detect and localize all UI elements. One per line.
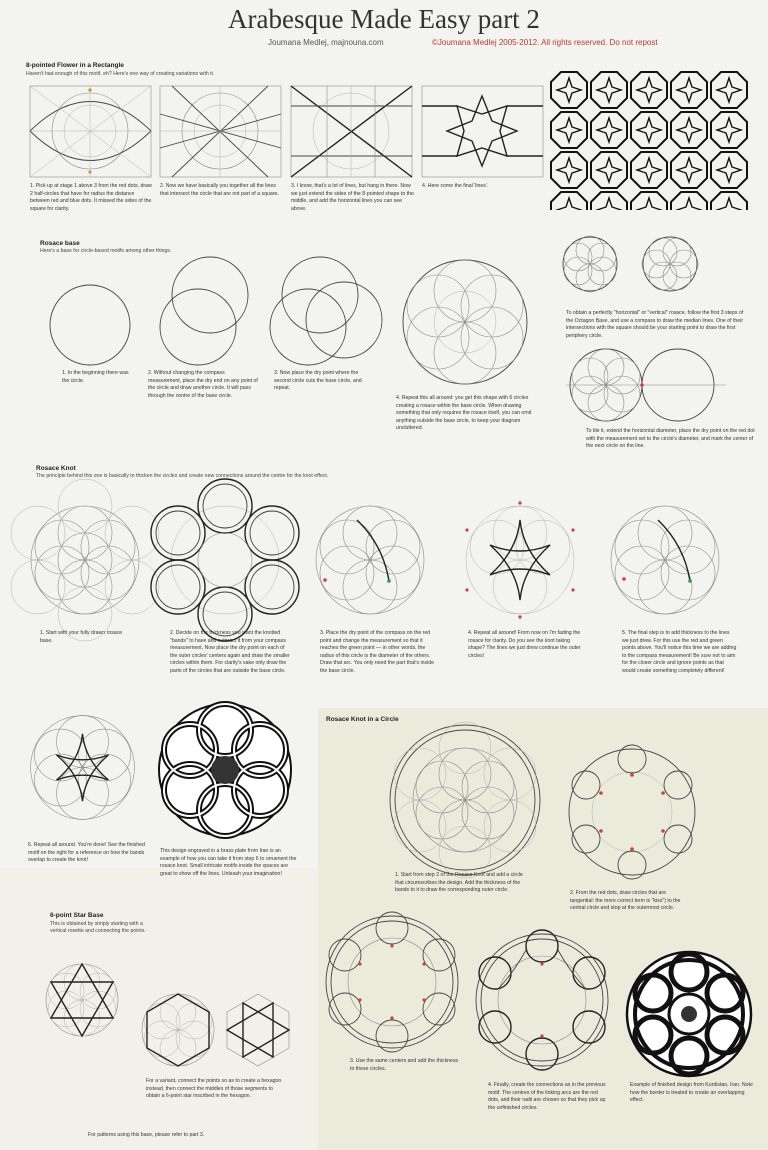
section2-caption-2: 2. Without changing the compass measurement, place the dry end on any point of the circle and draw another circle. It will pass through the centre of the base circle. <box>148 370 258 399</box>
section3-heading: Rosace Knot <box>36 465 76 472</box>
knot-circle-step4-figure <box>472 930 612 1070</box>
section1-caption-3: 3. I know, that's a lot of lines, but hang in there. Now we just extend the sides of the 8-pointed shape to the middle, and add the horizontal lines you can see above. <box>291 183 414 212</box>
page-title: Arabesque Made Easy part 2 <box>228 4 540 34</box>
section4-caption-2: 2. From the red dots, draw circles that are tangential: the more correct term is "kiss") to the central circle and stop at the outermost circle. <box>570 890 681 912</box>
flower-step1-figure <box>28 84 153 179</box>
knot-step5-figure <box>600 495 730 625</box>
knot-step6-figure <box>20 705 145 830</box>
section4-heading: Rosace Knot in a Circle <box>326 716 399 723</box>
section3-caption-6: 6. Repeat all around. You're done! See the finished motif on the right for a reference on how the bands overlap to create the knot! <box>28 842 145 864</box>
section5-subtitle: This is obtained by simply starting with a vertical rosette and connecting the points. <box>50 921 146 935</box>
section3-caption-4: 4. Repeat all around! From now on I'm fading the rosace for clarity. Do you see the knot taking shape? The lines we just drew continue the outer circles! <box>468 630 581 659</box>
byline: Joumana Medlej, majnouna.com <box>268 38 384 47</box>
section4-caption-4: 4. Finally, create the connections as in the previous motif. The centres of the linking arcs are the red dots, and their radii are chosen so that they pick up the unfinished circles. <box>488 1082 606 1111</box>
section1-caption-2: 2. Now we have basically you together all the lines that intersect the circle that are not part of a square. <box>160 183 279 197</box>
star-in-hexagon-figure <box>218 990 298 1070</box>
copyright-notice: ©Joumana Medlej 2005-2012. All rights reserved. Do not repost <box>432 38 658 47</box>
section2-caption-4: 4. Repeat this all around: you get this shape with 6 circles creating a rosace within the base circle. When drawing something that only requires the rosace itself, you can omit anything outside the base circle, to keep your diagram uncluttered. <box>396 395 532 432</box>
section5-caption-2: For patterns using this base, please refer to part 3. <box>88 1132 205 1138</box>
section2-heading: Rosace base <box>40 240 80 247</box>
section3-caption-1: 1. Start with your fully drawn rosace base. <box>40 630 123 644</box>
knot-circle-step1-figure <box>385 720 545 880</box>
knot-circle-step2-figure <box>565 745 700 880</box>
section2-subtitle: Here's a base for circle-based motifs among other things. <box>40 248 172 254</box>
flower-step4-figure <box>420 84 545 179</box>
section4-caption-1: 1. Start from step 2 of the Rosace Knot and add a circle that circumscribes the design. Add the thickness of the bands to it to draw the corresponding outer circle. <box>395 872 523 894</box>
section2-caption-6: To tile it, extend the horizontal diameter, place the dry point on the red dot with the measurement set to the circle's diameter, and mark the center of the next circle on the line. <box>586 428 755 450</box>
section4-caption-5: Example of finished design from Kurdistan, Iran. Note how the border is treated to create an overlapping effect. <box>630 1082 753 1104</box>
section3-subtitle: The principle behind this one is basically to thicken the circles and create new connections around the centre for the knot effect. <box>36 473 329 479</box>
rosace-vertical-figure <box>560 234 620 294</box>
section1-heading: 8-pointed Flower in a Rectangle <box>26 62 124 69</box>
section2-caption-3: 3. Now place the dry point where the second circle cuts the base circle, and repeat. <box>274 370 362 392</box>
section3-caption-2: 2. Decide on the thickness you want the knotted "bands" to have and subtract it from your compass measurement. Now place the dry point on each of the outer circles' centers again and draw the smaller circles within them. For clarity's sake only draw the parts of the circles that are outside the base circle. <box>170 630 290 674</box>
rosace-horizontal-figure <box>640 234 700 294</box>
section4-caption-3: 3. Use the same centers and add the thickness to these circles. <box>350 1058 459 1072</box>
flower-step2-figure <box>158 84 283 179</box>
rosace-step1-figure <box>40 280 140 370</box>
octagon-tiling-figure <box>549 70 749 210</box>
section1-caption-4: 4. Here come the final 'lines'. <box>422 183 489 189</box>
rosace-step4-figure <box>390 252 540 392</box>
kurdistan-design-figure <box>625 950 753 1078</box>
section5-caption-1: For a variant, connect the points so as to create a hexagon instead, then connect the middles of those segments to obtain a 6-point star inscribed in the hexagon. <box>146 1078 282 1100</box>
star-base-figure <box>42 960 122 1040</box>
section3-caption-7: This design engraved in a brass plate from Iran is an example of how you can take it from step 6 to ornament the rosace knot. Small intricate motifs inside the spaces are great to show off the lines. Unleash your imagination! <box>160 848 297 877</box>
rosace-step3-figure <box>258 262 378 372</box>
section2-caption-1: 1. In the beginning there was the circle. <box>62 370 129 384</box>
section1-caption-1: 1. Pick up at stage 1 above 3 from the red dots, draw 2 half-circles that have for radius the distance between red and blue dots. It missed the sides of the square for clarity. <box>30 183 152 212</box>
brass-plate-knot-figure <box>155 700 295 840</box>
rosace-step2-figure <box>148 262 258 372</box>
section5-heading: 6-point Star Base <box>50 912 104 919</box>
knot-step3-figure <box>305 495 435 625</box>
section3-caption-5: 5. The final step is to add thickness to the lines we just drew. For this use the red and green points above. You'll notice this time we are adding to the compass measurement! Be sure not to aim for the closer circle and ignore points as that would create something completely different! <box>622 630 737 674</box>
section2-caption-5: To obtain a perfectly "horizontal" or "vertical" rosace, follow the first 3 steps of the Octagon Base, and use a compass to draw the median lines. One of their intersections with the square should be your starting point to draw the first periphery circle. <box>566 310 744 339</box>
knot-step4-figure <box>455 495 585 625</box>
section3-caption-3: 3. Place the dry point of the compass on the red point and change the measurement so that it reaches the green point — in other words, the radius of this circle is the diameter of the others. Draw that arc. You only need the part that's inside the base circle. <box>320 630 435 674</box>
knot-circle-step3-figure <box>322 912 462 1052</box>
knot-step1-figure <box>20 495 150 625</box>
rosace-tiling-figure <box>566 345 726 425</box>
hexagon-variant-figure <box>138 990 218 1070</box>
knot-step2-figure <box>160 495 290 625</box>
section1-subtitle: Haven't had enough of this motif, eh? Here's one way of creating variations with it. <box>26 71 215 77</box>
flower-step3-figure <box>289 84 414 179</box>
